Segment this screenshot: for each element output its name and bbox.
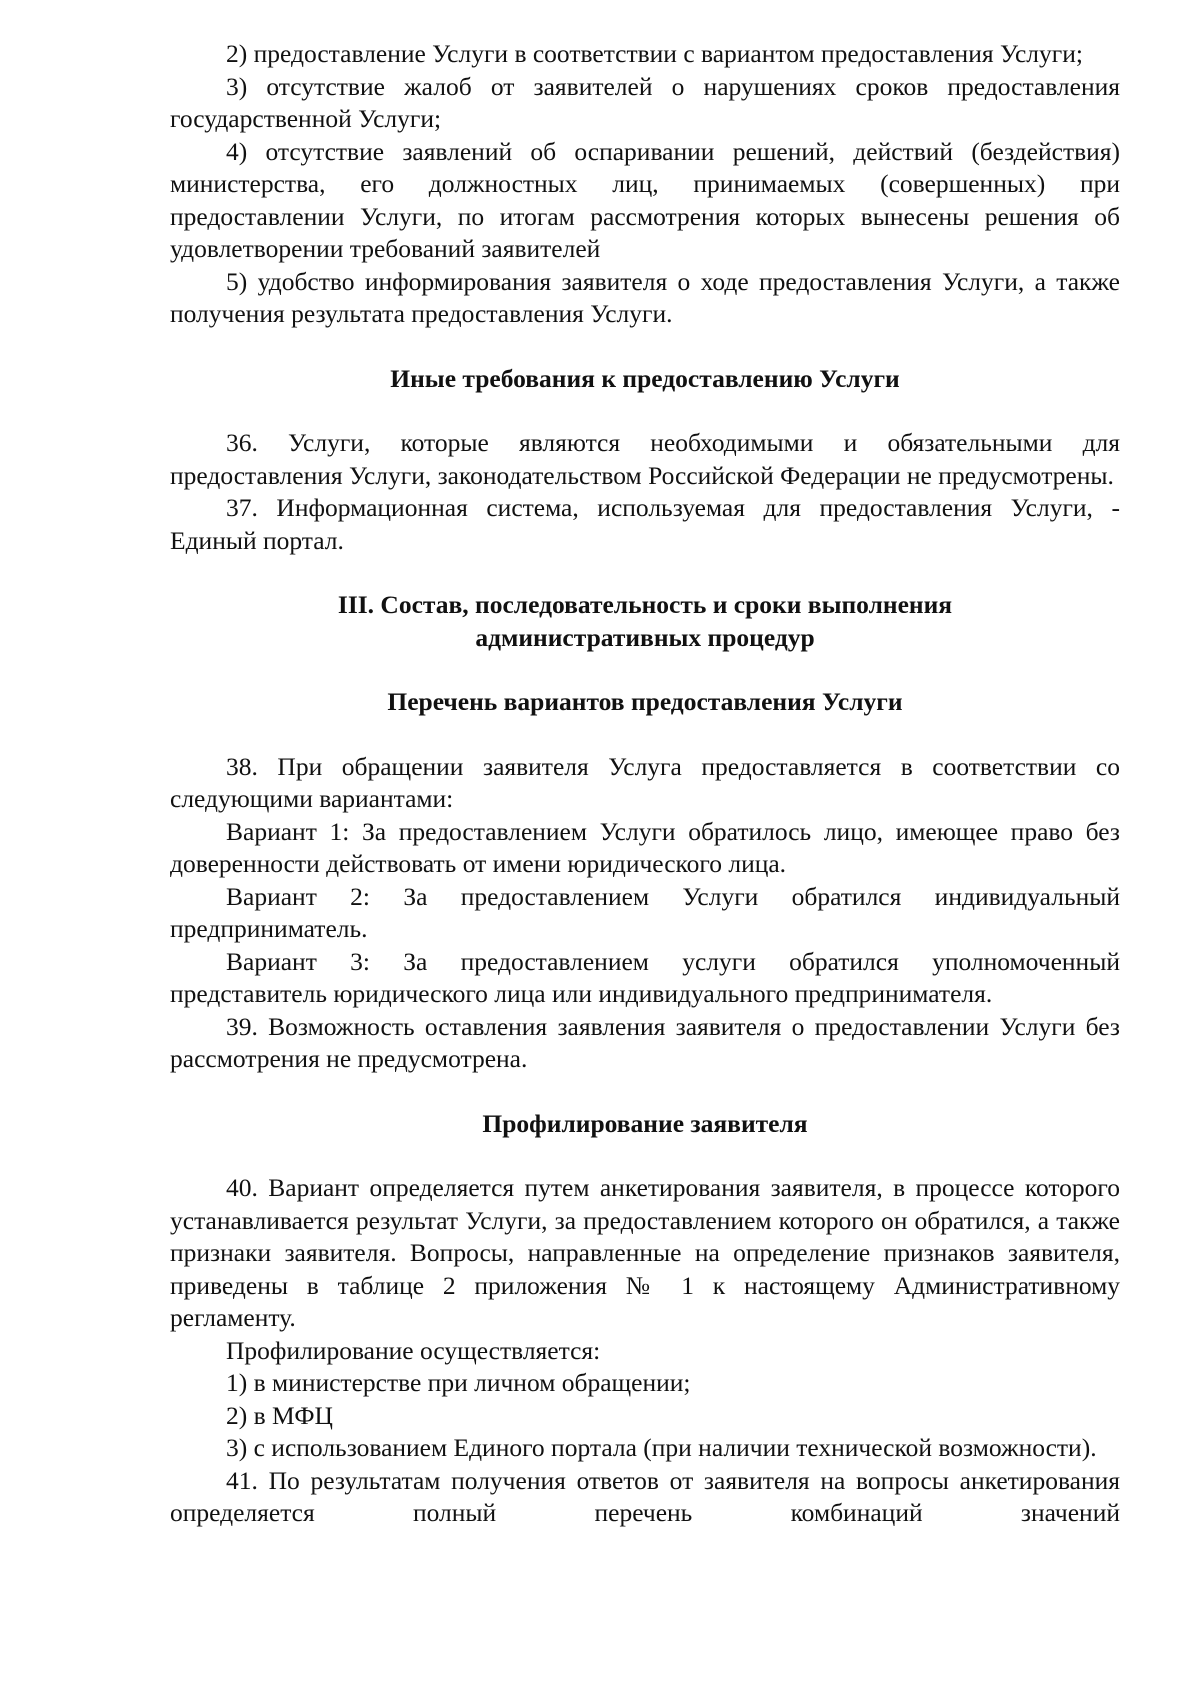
paragraph-40: 40. Вариант определяется путем анкетирования заявителя, в процессе которого устанавливается результат Услуги, за предоставлением которого он обратился, а также признаки заявителя. Вопросы, направленные на определение признаков заявителя, приведены в таблице 2 приложения № 1 к настоящему Административному регламенту. [170,1173,1120,1332]
section-heading-iii-line2: административных процедур [475,622,815,652]
document-page [170,38,1120,1530]
variant-1: Вариант 1: За предоставлением Услуги обратилось лицо, имеющее право без доверенности действовать от имени юридического лица. [170,816,1120,878]
profiling-intro: Профилирование осуществляется: [226,1335,601,1365]
profiling-item-1: 1) в министерстве при личном обращении; [226,1368,691,1397]
list-item: 4) отсутствие заявлений об оспаривании решений, действий (бездействия) министерства, его должностных лиц, принимаемых (совершенных) при предоставлении Услуги, по итогам рассмотрения которых вынесены решения об удовлетворении требований заявителей [170,136,1120,263]
variant-3: Вариант 3: За предоставлением услуги обратился уполномоченный представитель юридического лица или индивидуального предпринимателя. [170,946,1120,1008]
paragraph-37: 37. Информационная система, используемая для предоставления Услуги, - Единый портал. [170,493,1120,555]
section-heading-profiling: Профилирование заявителя [482,1108,808,1138]
list-item: 3) отсутствие жалоб от заявителей о нарушениях сроков предоставления государственной Услуги; [170,71,1120,133]
variant-2: Вариант 2: За предоставлением Услуги обратился индивидуальный предприниматель. [170,881,1120,943]
list-item: 2) предоставление Услуги в соответствии с вариантом предоставления Услуги; [226,39,1083,68]
paragraph-38: 38. При обращении заявителя Услуга предоставляется в соответствии со следующими вариантами: [170,751,1120,813]
section-heading-other-requirements: Иные требования к предоставлению Услуги [390,363,900,393]
section-heading-variants: Перечень вариантов предоставления Услуги [387,687,903,716]
section-heading-iii-line1: III. Состав, последовательность и сроки выполнения [337,590,953,619]
list-item: 5) удобство информирования заявителя о ходе предоставления Услуги, а также получения результата предоставления Услуги. [170,266,1120,328]
profiling-item-2: 2) в МФЦ [226,1400,333,1430]
profiling-item-3: 3) с использованием Единого портала (при наличии технической возможности). [226,1433,1097,1462]
paragraph-36: 36. Услуги, которые являются необходимыми и обязательными для предоставления Услуги, законодательством Российской Федерации не предусмотрены. [170,428,1120,490]
paragraph-41: 41. По результатам получения ответов от заявителя на вопросы анкетирования определяется полный перечень комбинаций значений [170,1465,1120,1527]
paragraph-39: 39. Возможность оставления заявления заявителя о предоставлении Услуги без рассмотрения не предусмотрена. [170,1011,1120,1073]
